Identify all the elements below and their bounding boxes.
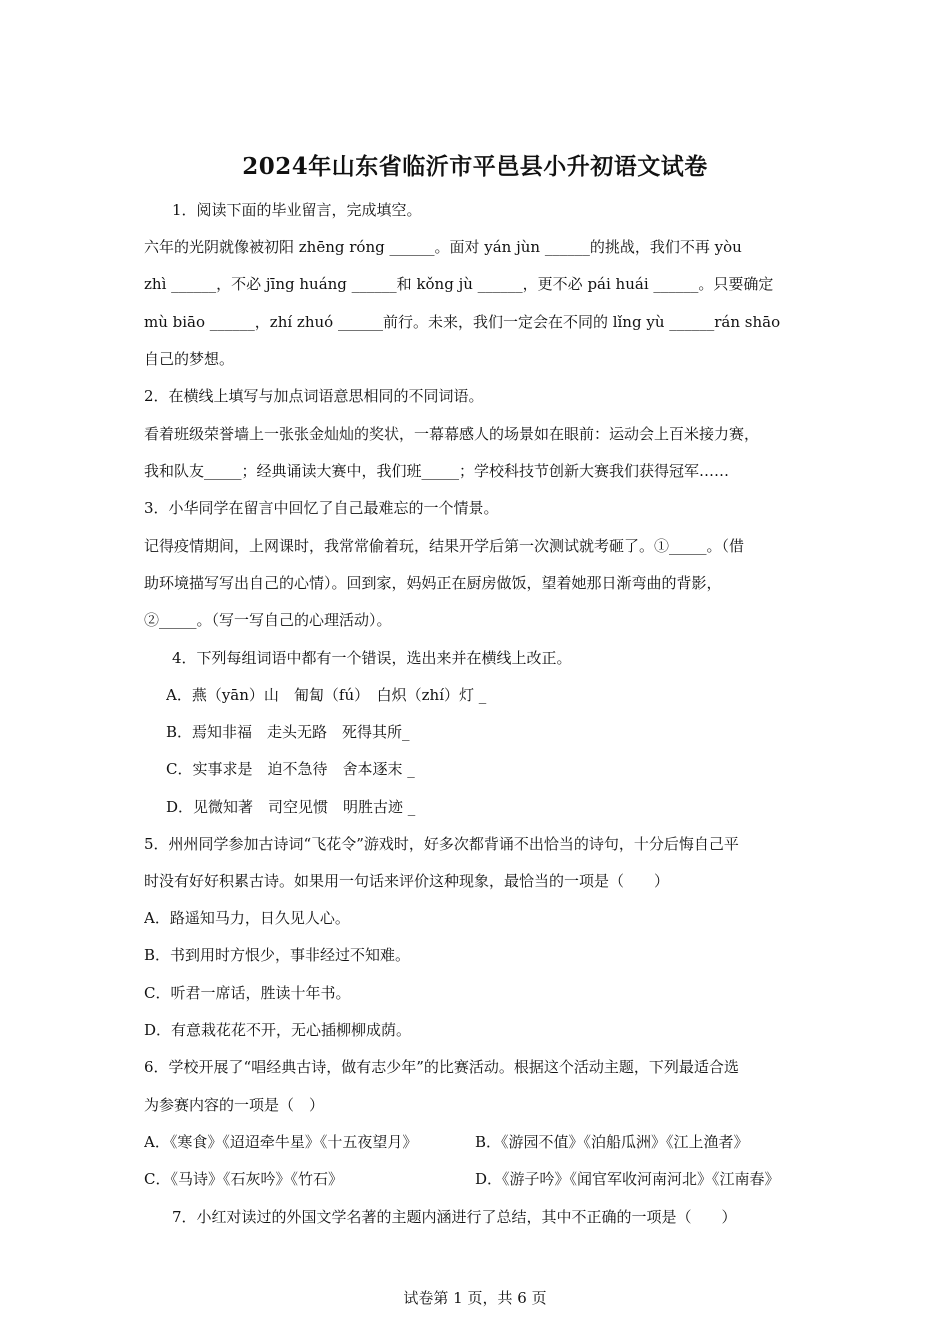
question-4-stem: 4．下列每组词语中都有一个错误，选出来并在横线上改正。 xyxy=(172,649,572,667)
question-6-option-a: A．《寒食》《迢迢牵牛星》《十五夜望月》 xyxy=(144,1133,418,1151)
page-footer: 试卷第 1 页，共 6 页 xyxy=(403,1289,547,1307)
question-1-line: mù biāo ______，zhí zhuó ______前行。未来，我们一定会在不同的 lǐng yù ______rán shāo xyxy=(144,313,781,331)
question-2-stem: 2．在横线上填写与加点词语意思相同的不同词语。 xyxy=(144,387,484,405)
question-1-stem: 1．阅读下面的毕业留言，完成填空。 xyxy=(172,201,422,219)
question-1-line: zhì ______，不必 jīng huáng ______和 kǒng jù ______，更不必 pái huái ______。只要确定 xyxy=(144,275,774,293)
question-4-option-d: D．见微知著 司空见惯 明胜古迹 _ xyxy=(166,798,416,816)
question-4-option-b: B．焉知非福 走头无路 死得其所_ xyxy=(166,723,410,741)
question-4-option-c: C．实事求是 迫不急待 舍本逐末 _ xyxy=(166,760,415,778)
page-title: 2024年山东省临沂市平邑县小升初语文试卷 xyxy=(242,153,708,180)
question-6-options-row-2 xyxy=(144,1169,816,1189)
question-5-line: 时没有好好积累古诗。如果用一句话来评价这种现象，最恰当的一项是（ ） xyxy=(144,872,670,890)
question-5-line: 5．州州同学参加古诗词“飞花令”游戏时，好多次都背诵不出恰当的诗句，十分后悔自己平 xyxy=(144,835,739,853)
question-6-option-c: C．《马诗》《石灰吟》《竹石》 xyxy=(144,1170,343,1188)
question-2-line: 我和队友_____；经典诵读大赛中，我们班_____；学校科技节创新大赛我们获得冠军…… xyxy=(144,462,730,480)
question-7-stem: 7．小红对读过的外国文学名著的主题内涵进行了总结，其中不正确的一项是（ ） xyxy=(172,1208,737,1226)
question-4-option-a: A．燕（yān）山 匍匐（fú） 白炽（zhí）灯 _ xyxy=(166,686,487,704)
question-1-line: 自己的梦想。 xyxy=(144,350,235,368)
question-6-options-row-1 xyxy=(144,1132,816,1152)
question-2-line: 看着班级荣誉墙上一张张金灿灿的奖状，一幕幕感人的场景如在眼前：运动会上百米接力赛， xyxy=(144,425,760,443)
question-5-option-b: B．书到用时方恨少，事非经过不知难。 xyxy=(144,946,411,964)
question-5-option-c: C．听君一席话，胜读十年书。 xyxy=(144,984,351,1002)
question-3-line: 记得疫情期间，上网课时，我常常偷着玩，结果开学后第一次测试就考砸了。①_____。（借 xyxy=(144,537,745,555)
question-6-option-b: B．《游园不值》《泊船瓜洲》《江上渔者》 xyxy=(475,1133,749,1151)
question-3-line: ②_____。（写一写自己的心理活动）。 xyxy=(144,611,392,629)
question-3-stem: 3．小华同学在留言中回忆了自己最难忘的一个情景。 xyxy=(144,499,499,517)
question-5-option-a: A．路遥知马力，日久见人心。 xyxy=(144,909,350,927)
question-6-option-d: D．《游子吟》《闻官军收河南河北》《江南春》 xyxy=(475,1170,780,1188)
question-3-line: 助环境描写写出自己的心情）。回到家，妈妈正在厨房做饭，望着她那日渐弯曲的背影， xyxy=(144,574,722,592)
question-1-line: 六年的光阴就像被初阳 zhēng róng ______。面对 yán jùn ______的挑战，我们不再 yòu xyxy=(144,238,742,256)
question-6-line: 6．学校开展了“唱经典古诗，做有志少年”的比赛活动。根据这个活动主题，下列最适合选 xyxy=(144,1058,739,1076)
question-6-line: 为参赛内容的一项是（ ） xyxy=(144,1096,325,1114)
question-5-option-d: D．有意栽花花不开，无心插柳柳成荫。 xyxy=(144,1021,412,1039)
